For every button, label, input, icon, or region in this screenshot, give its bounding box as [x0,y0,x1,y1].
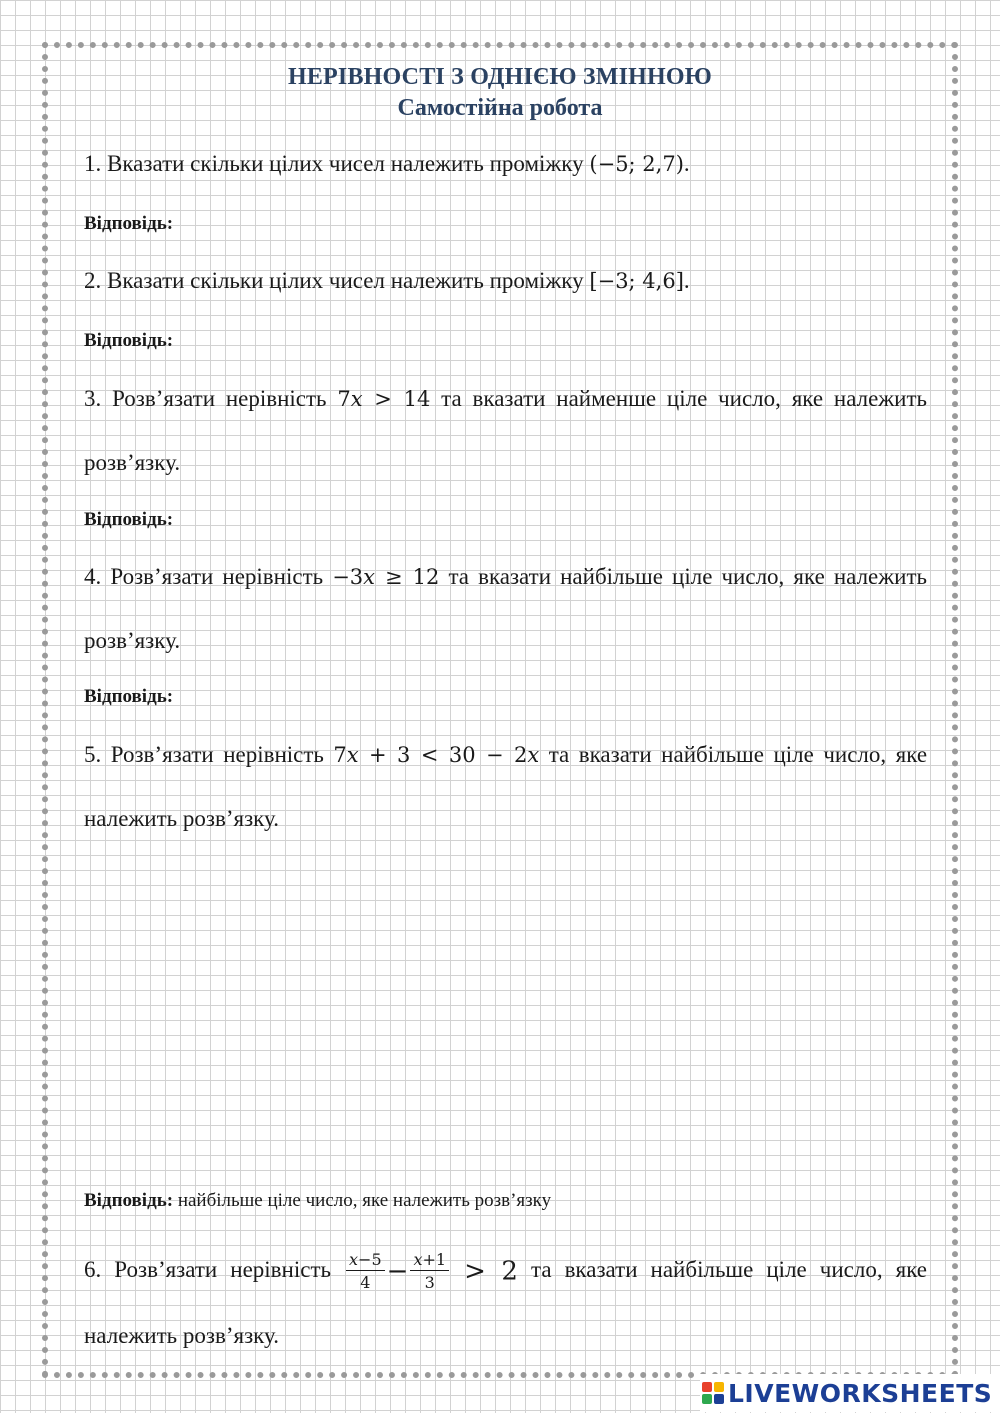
question-number: 2. [84,268,102,293]
logo-mark-icon [702,1382,724,1404]
question-number: 6. [84,1257,102,1282]
logo-text: LIVEWORKSHEETS [728,1378,993,1408]
liveworksheets-logo [700,1374,1000,1412]
question-4 [84,545,927,673]
answer-label-4: Відповідь: [84,686,174,707]
question-math: [−3; 4,6] [589,269,684,293]
question-number: 3. [84,386,102,411]
question-text: Вказати скільки цілих чисел належить проміжку [107,268,584,293]
question-text: Розв’язати нерівність [114,1257,331,1282]
question-text: Розв’язати нерівність [112,386,327,411]
question-5 [84,723,927,851]
fraction-numerator: x−5 [346,1252,385,1271]
answer-label-1: Відповідь: [84,213,174,234]
question-tail: та вказати найбільше ціле число, яке належить розв’язку. [84,564,928,653]
answer-label-5 [84,1190,551,1212]
question-tail: та вказати найбільше ціле число, яке належить розв’язку. [84,742,928,831]
answer-note: найбільше ціле число, яке належить розв’язку [177,1190,552,1211]
answer-label-2: Відповідь: [84,330,174,351]
question-6 [84,1238,927,1368]
question-1 [84,132,927,196]
question-tail: та вказати найбільше ціле число, яке належить розв’язку. [84,1257,928,1348]
question-3 [84,367,927,495]
question-text: Розв’язати нерівність [110,564,324,589]
answer-label: Відповідь: [84,1190,174,1211]
question-math: (−5; 2,7) [589,152,684,176]
question-math: 7x > 14 [337,387,431,411]
question-math: −3x ≥ 12 [332,565,440,589]
question-text: Розв’язати нерівність [110,742,324,767]
question-math: 7x + 3 < 30 − 2x [333,743,540,767]
fraction-numerator: x+1 [410,1252,449,1271]
fraction-denominator: 3 [424,1273,435,1293]
fraction-1 [346,1252,385,1291]
question-2 [84,249,927,313]
fraction-2 [410,1252,449,1291]
question-number: 5. [84,742,102,767]
question-number: 4. [84,564,102,589]
question-tail: . [683,268,690,293]
fraction-denominator: 4 [360,1273,371,1293]
answer-label-3: Відповідь: [84,509,174,530]
page-border [42,42,958,1378]
page-subtitle: Самостійна робота [397,95,603,121]
question-tail: та вказати найменше ціле число, яке належить розв’язку. [84,386,928,475]
question-tail: . [683,151,690,176]
page-title: НЕРІВНОСТІ З ОДНІЄЮ ЗМІННОЮ [287,64,713,90]
question-text: Вказати скільки цілих чисел належить проміжку [107,151,584,176]
question-number: 1. [84,151,102,176]
inequality-rhs: > 2 [464,1256,518,1287]
minus-sign: − [386,1256,409,1287]
